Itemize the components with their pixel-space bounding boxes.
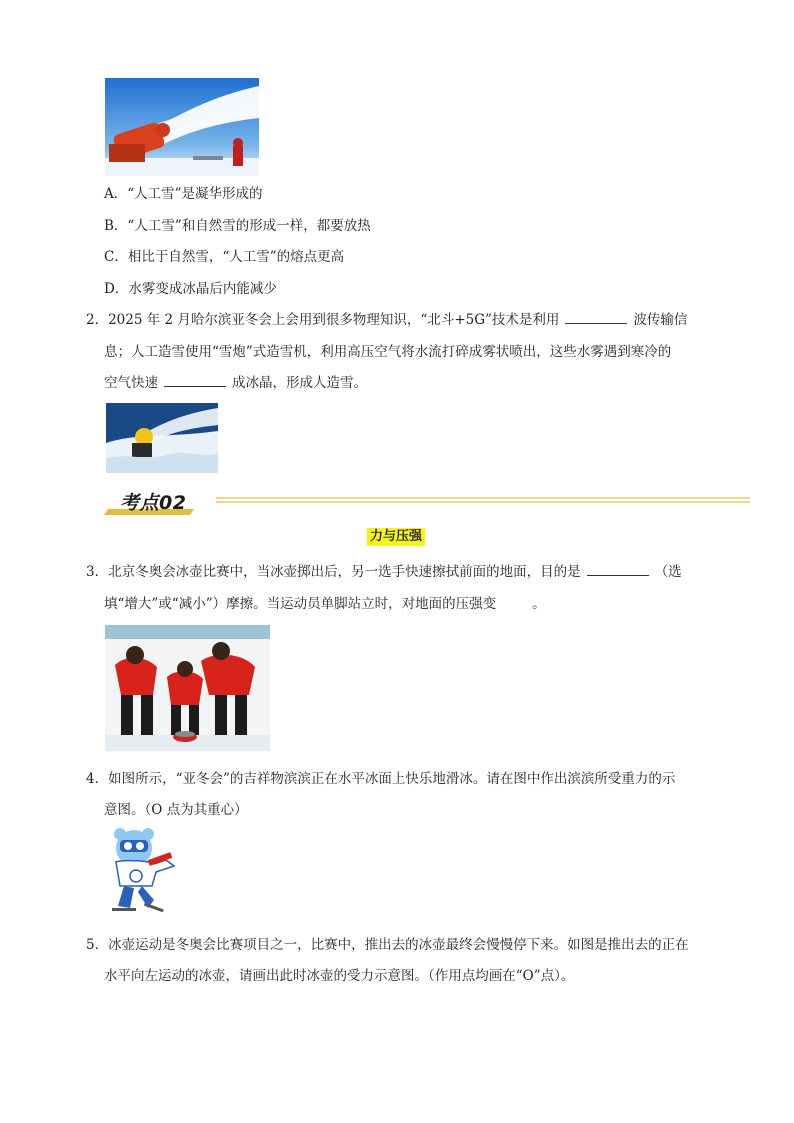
q3-blank-2[interactable] [500, 595, 528, 608]
q2-blank-2[interactable] [164, 373, 226, 387]
q3-blank-1[interactable] [587, 562, 649, 576]
snow-gun-photo [106, 403, 218, 473]
q2-blank-1[interactable] [565, 310, 627, 324]
q2-line-3: 空气快速 成冰晶，形成人造雪。 [104, 375, 367, 391]
q5-line-2: 水平向左运动的冰壶，请画出此时冰壶的受力示意图。（作用点均画在“O”点）。 [104, 968, 575, 984]
q3-number: 3． [86, 564, 109, 580]
curling-athletes-photo [105, 625, 270, 751]
q1-option-a: A．“人工雪”是凝华形成的 [104, 186, 263, 202]
q3-line-1: 3．北京冬奥会冰壶比赛中，当冰壶掷出后，另一选手快速擦拭前面的地面，目的是 （选 [86, 564, 682, 580]
snow-cannon-photo [105, 78, 259, 176]
q4-number: 4． [86, 771, 109, 787]
q1-option-b: B．“人工雪”和自然雪的形成一样，都要放热 [104, 218, 371, 234]
q5-line-1: 5．冰壶运动是冬奥会比赛项目之一，比赛中，推出去的冰壶最终会慢慢停下来。如图是推出去的正在 [86, 937, 689, 953]
q3-line-2: 填“增大”或“减小”）摩擦。当运动员单脚站立时，对地面的压强变 。 [104, 596, 546, 612]
topic-label: 力与压强 [367, 528, 425, 546]
q4-line-2: 意图。（O 点为其重心） [104, 802, 248, 818]
section-banner [104, 487, 750, 519]
q2-number: 2． [86, 312, 109, 328]
q2-line-2: 息；人工造雪使用“雪炮”式造雪机，利用高压空气将水流打碎成雾状喷出，这些水雾遇到寒冷的 [104, 344, 672, 360]
mascot-skating-image [108, 826, 182, 920]
q4-line-1: 4．如图所示，“亚冬会”的吉祥物滨滨正在水平冰面上快乐地滑冰。请在图中作出滨滨所受重力的示 [86, 771, 676, 787]
q1-option-d: D．水雾变成冰晶后内能减少 [104, 281, 277, 297]
section-label: 考点02 [120, 492, 187, 514]
q5-number: 5． [86, 937, 109, 953]
q1-option-c: C．相比于自然雪，“人工雪”的熔点更高 [104, 249, 345, 265]
q2-line-1: 2．2025 年 2 月哈尔滨亚冬会上会用到很多物理知识，“北斗+5G”技术是利用 波传输信 [86, 312, 688, 328]
